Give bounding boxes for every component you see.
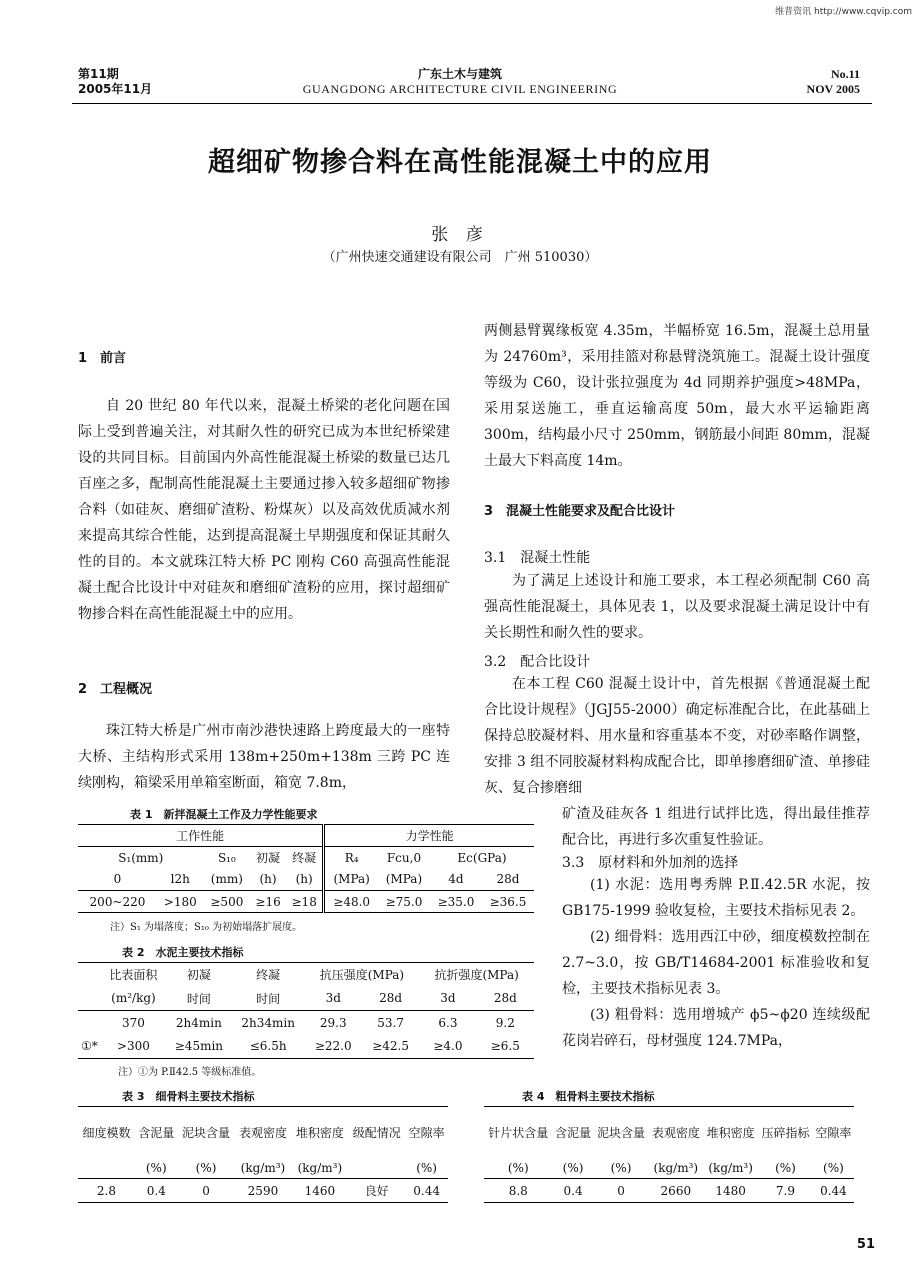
- table-2-cell: 2h4min: [175, 1015, 222, 1030]
- table-4-unit: (kg/m³): [653, 1161, 699, 1176]
- table-4-cell: 7.9: [775, 1183, 795, 1198]
- table-2-cell: ≥42.5: [372, 1039, 409, 1054]
- table-2-header: 比表面积: [109, 968, 158, 983]
- table-1-header: 初凝: [256, 851, 281, 866]
- table-3-unit: (%): [145, 1161, 167, 1176]
- table-2-caption: 表 2 水泥主要技术指标: [122, 946, 244, 959]
- table-3-caption: 表 3 细骨料主要技术指标: [122, 1090, 255, 1103]
- table-3-cell: 2.8: [96, 1183, 116, 1198]
- table-1-header: S₁₀: [217, 850, 236, 865]
- table-1-header: 终凝: [292, 851, 317, 866]
- table-4-unit: (kg/m³): [708, 1161, 753, 1176]
- paper-title: 超细矿物掺合料在高性能混凝土中的应用: [208, 147, 712, 178]
- table-4-header: 堆积密度: [706, 1126, 755, 1141]
- table-1-subheader: (h): [259, 872, 277, 887]
- table-1-cell: ≥36.5: [489, 894, 527, 909]
- table-1-group-mech: 力学性能: [324, 825, 534, 847]
- section-3-1-body: [484, 568, 870, 646]
- table-4-cell: 2660: [660, 1183, 692, 1198]
- section-3-3-item-3: (3) 粗骨料：选用增城产 ϕ5~ϕ20 连续级配花岗岩碎石，母材强度 124.7MPa，: [562, 1007, 870, 1049]
- section-3-2-continued-paragraph: 矿渣及硅灰各 1 组进行试拌比选，得出最佳推荐配合比，再进行多次重复性验证。: [562, 806, 870, 848]
- table-4-unit: (%): [610, 1161, 632, 1176]
- section-2-continued-paragraph: 两侧悬臂翼缘板宽 4.35m，半幅桥宽 16.5m，混凝土总用量为 24760m³，采用挂篮对称悬臂浇筑施工。混凝土设计强度等级为 C60，设计张拉强度为 4d 同期养护强度>48MPa，采用泵送施工，垂直运输高度 50m，最大水平运输距离 300m，结构最小尺寸 250mm，钢筋最小间距 80mm，混凝土最大下料高度 14m。: [484, 323, 870, 469]
- table-1-caption: 表 1 新拌混凝土工作及力学性能要求: [130, 808, 318, 821]
- table-3-unit: [348, 1159, 405, 1179]
- table-1-header: R₄: [324, 847, 378, 869]
- table-3-unit: (kg/m³): [297, 1161, 343, 1176]
- table-2-subheader: 时间: [256, 991, 281, 1006]
- date-en: NOV 2005: [806, 82, 860, 96]
- section-3-2-continued: [562, 801, 870, 853]
- table-3-cell: 0.44: [413, 1183, 440, 1198]
- section-3-3-body: [562, 872, 870, 1054]
- table-2-cell: 2h34min: [241, 1015, 295, 1030]
- table-2-subheader: 3d: [440, 991, 456, 1006]
- table-3-unit: (%): [416, 1161, 437, 1176]
- table-1-header: Ec(GPa): [457, 850, 507, 865]
- table-4: [484, 1106, 854, 1203]
- table-2-cell: 370: [121, 1015, 145, 1030]
- table-2-cell: ≥6.5: [490, 1039, 520, 1054]
- table-2-subheader: 28d: [493, 991, 517, 1006]
- table-4-header: 含泥量: [555, 1126, 592, 1141]
- table-3-header: 堆积密度: [295, 1126, 344, 1141]
- table-1-subheader: (MPa): [324, 869, 378, 891]
- table-1-subheader: 0: [113, 872, 122, 887]
- watermark: 维普资讯 http://www.cqvip.com: [775, 7, 912, 17]
- table-4-header: 泥块含量: [597, 1126, 646, 1141]
- header-center: [0, 67, 920, 97]
- table-2-subheader: (m²/kg): [111, 991, 156, 1006]
- table-3-cell: 0.4: [146, 1183, 166, 1198]
- date-cn: 2005年11月: [78, 82, 153, 96]
- table-2-cell: [78, 1011, 101, 1035]
- section-3-2-body: [484, 671, 870, 801]
- table-2-subheader: 时间: [186, 991, 211, 1006]
- table-3-header: 空隙率: [408, 1126, 445, 1141]
- table-2-cell: ≤6.5h: [249, 1039, 287, 1054]
- table-1-header: S₁(mm): [118, 850, 164, 865]
- table-1-subheader: 4d: [448, 872, 464, 887]
- table-2: [78, 962, 534, 1059]
- section-2-heading: 2 工程概况: [78, 682, 153, 697]
- table-3-unit: (%): [195, 1161, 217, 1176]
- table-1-cell: ≥18: [291, 894, 317, 909]
- table-3-cell: 良好: [364, 1184, 389, 1198]
- issue-cn: 第11期: [78, 67, 119, 81]
- table-1-cell: ≥48.0: [324, 891, 378, 913]
- table-2-header: 终凝: [256, 968, 281, 983]
- table-3-cell: 0: [202, 1183, 210, 1198]
- table-1-cell: >180: [163, 894, 197, 909]
- table-4-unit: (%): [562, 1161, 584, 1176]
- table-3-cell: 1460: [304, 1183, 336, 1198]
- table-2-cell: ①*: [81, 1039, 98, 1054]
- table-3-header: 泥块含量: [182, 1126, 231, 1141]
- table-2-cell: >300: [116, 1039, 150, 1054]
- table-1-subheader: (mm): [210, 872, 243, 887]
- section-2-paragraph: 珠江特大桥是广州市南沙港快速路上跨度最大的一座特大桥、主结构形式采用 138m+250m+138m 三跨 PC 连续刚构，箱梁采用单箱室断面，箱宽 7.8m，: [78, 723, 450, 791]
- table-3-unit: (kg/m³): [240, 1161, 286, 1176]
- table-3-header: 含泥量: [138, 1126, 175, 1141]
- table-1-subheader: (h): [295, 872, 313, 887]
- journal-cn: 广东土木与建筑: [417, 67, 502, 81]
- table-4-unit: (%): [823, 1161, 844, 1176]
- table-4-cell: 0: [617, 1183, 625, 1198]
- section-2-body: [78, 718, 450, 796]
- table-1-cell: ≥35.0: [437, 894, 475, 909]
- table-1-subheader: 28d: [496, 872, 520, 887]
- section-3-3-item-2: (2) 细骨料：选用西江中砂，细度模数控制在 2.7~3.0，按 GB/T14684-2001 标准验收和复检，主要技术指标见表 3。: [562, 929, 870, 997]
- header-rule: [72, 103, 872, 104]
- section-3-2-paragraph: 在本工程 C60 混凝土设计中，首先根据《普通混凝土配合比设计规程》（JGJ55-2000）确定标准配合比，在此基础上保持总胶凝材料、用水量和容重基本不变，对砂率略作调整，安排 3 组不同胶凝材料构成配合比，即单掺磨细矿渣、单掺硅灰、复合掺磨细: [484, 676, 870, 796]
- table-2-cell: ≥4.0: [433, 1039, 463, 1054]
- table-2-cell: ≥22.0: [314, 1039, 352, 1054]
- table-2-subheader: 28d: [379, 991, 403, 1006]
- section-3-1-paragraph: 为了满足上述设计和施工要求，本工程必须配制 C60 高强高性能混凝土，具体见表 1，以及要求混凝土满足设计中有关长期性和耐久性的要求。: [484, 573, 870, 641]
- table-2-header: 抗压强度(MPa): [319, 968, 405, 983]
- section-2-continued: [484, 318, 870, 474]
- section-3-2-heading: 3.2 配合比设计: [484, 654, 591, 670]
- table-2-cell: 53.7: [377, 1015, 404, 1030]
- table-4-header: 针片状含量: [488, 1126, 549, 1141]
- section-1-heading: 1 前言: [78, 351, 127, 366]
- table-3-header: 表观密度: [238, 1126, 287, 1141]
- table-2-cell: 29.3: [319, 1015, 347, 1030]
- section-1-body: [78, 393, 450, 627]
- table-1-subheader: l2h: [170, 872, 190, 887]
- table-2-cell: 6.3: [438, 1015, 458, 1030]
- issue-en: No.11: [830, 67, 860, 81]
- page-number: 51: [856, 1237, 875, 1252]
- table-1-note: 注）S₁ 为塌落度；S₁₀ 为初始塌落扩展度。: [110, 922, 303, 933]
- table-2-cell: 9.2: [495, 1015, 515, 1030]
- section-3-3-item-1: (1) 水泥：选用粤秀牌 P.Ⅱ.42.5R 水泥，按 GB175-1999 验收复检，主要技术指标见表 2。: [562, 877, 870, 919]
- section-3-heading: 3 混凝土性能要求及配合比设计: [484, 504, 676, 519]
- table-3-unit: [78, 1159, 135, 1179]
- table-4-unit: (%): [775, 1161, 796, 1176]
- table-4-cell: 0.44: [820, 1183, 847, 1198]
- affiliation: （广州快速交通建设有限公司 广州 510030）: [322, 250, 598, 265]
- table-4-header: 压碎指标: [761, 1126, 810, 1141]
- section-3-1-heading: 3.1 混凝土性能: [484, 550, 591, 566]
- table-4-unit: (%): [507, 1161, 529, 1176]
- author: 张 彦: [431, 225, 489, 245]
- journal-en: GUANGDONG ARCHITECTURE CIVIL ENGINEERING: [302, 82, 618, 96]
- table-4-cell: 8.8: [508, 1183, 528, 1198]
- table-3-header: 级配情况: [352, 1126, 401, 1141]
- table-4-caption: 表 4 粗骨料主要技术指标: [522, 1090, 655, 1103]
- table-2-header: 抗折强度(MPa): [434, 968, 519, 983]
- table-1-group-work: 工作性能: [176, 829, 225, 843]
- table-2-subheader: 3d: [325, 991, 341, 1006]
- table-4-header: 表观密度: [651, 1126, 700, 1141]
- table-2-header: 初凝: [186, 968, 211, 983]
- table-1-cell: 200~220: [89, 894, 146, 909]
- table-3: [78, 1106, 448, 1203]
- table-4-cell: 0.4: [563, 1183, 583, 1198]
- table-1-subheader: (MPa): [385, 872, 423, 887]
- table-3-header: 细度模数: [82, 1126, 131, 1141]
- table-4-cell: 1480: [715, 1183, 746, 1198]
- table-1-cell: ≥75.0: [385, 894, 423, 909]
- table-4-header: 空隙率: [815, 1126, 852, 1141]
- section-3-3-heading: 3.3 原材料和外加剂的选择: [562, 855, 739, 871]
- section-1-paragraph: 自 20 世纪 80 年代以来，混凝土桥梁的老化问题在国际上受到普遍关注，对其耐久性的研究已成为本世纪桥梁建设的共同目标。目前国内外高性能混凝土桥梁的数量已达几百座之多，配制高性能混凝土主要通过掺入较多超细矿物掺合料（如硅灰、磨细矿渣粉、粉煤灰）以及高效优质减水剂来提高其综合性能，达到提高混凝土早期强度和保证其耐久性的目的。本文就珠江特大桥 PC 刚构 C60 高强高性能混凝土配合比设计中对硅灰和磨细矿渣粉的应用，探讨超细矿物掺合料在高性能混凝土中的应用。: [78, 398, 450, 622]
- table-2-note: 注）①为 P.Ⅱ42.5 等级标准值。: [118, 1067, 262, 1078]
- table-3-cell: 2590: [247, 1183, 279, 1198]
- table-1-header: Fcu,0: [386, 850, 422, 865]
- table-1: [78, 824, 534, 913]
- table-1-cell: ≥16: [255, 894, 281, 909]
- table-1-cell: ≥500: [210, 894, 244, 909]
- header-right: [807, 67, 860, 97]
- table-2-cell: ≥45min: [174, 1039, 224, 1054]
